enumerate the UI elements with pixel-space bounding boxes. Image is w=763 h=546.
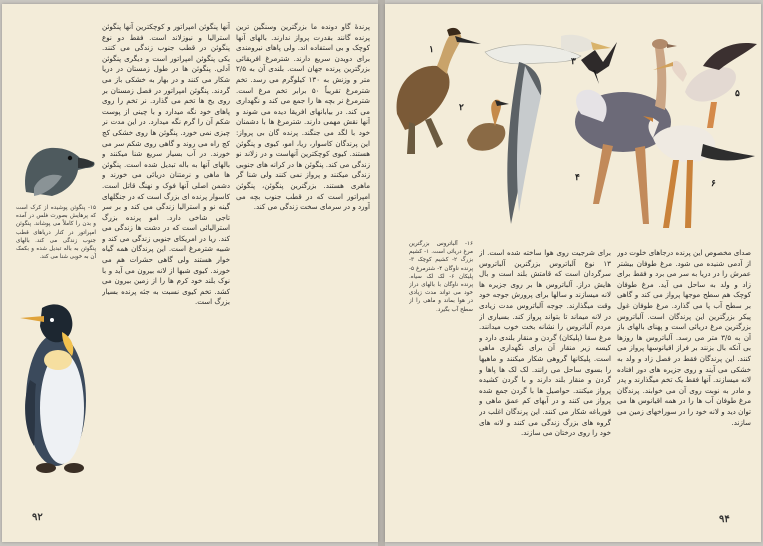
figure-label-1: ۱ <box>429 44 434 54</box>
grebe-illustration <box>397 28 481 154</box>
book-gutter <box>378 0 385 546</box>
figure-label-4: ۴ <box>575 172 580 182</box>
right-page-caption: ۱۶- آلباتروس بزرگترین مرغ دریائی است. ۱- کشیم بزرگ ۲- کشیم کوچک ۳- پرنده ناوگان ۴- شترمرغ ۵- پلیکان ۶- لک لک سیاه. پرنده ناوگان با بالهای دراز خود می تواند مدت زیادی در هوا بماند و ماهی را از سطح آب بگیرد. <box>409 241 473 313</box>
right-page-right-column: صدای مخصوص این پرنده درجاهای خلوت دور از آدمی شنیده می شود. مرغ طوفان بیشتر عمرش را در دریا به سر می برد و فقط برای زاد و ولد به ساحل می آید. مرغ طوفان کوچک هم سطح موجها پرواز می کند و گاهی بر سطح آب پا می گذارد. مرغ طوفان غول پیکر بزرگترین این پرندگان است. آلباتروس بزرگترین مرغ دریائی است و پهنای بالهای باز آن به ۳/۵ متر می رسد. آلباتروس ها روزها بی آنکه بال بزنند بر فراز اقیانوسها پرواز می کنند. این پرندگان فقط در فصل زاد و ولد به خشکی می آیند و روی جزیره های دور افتاده لانه میسازند. آنها فقط یک تخم میگذارند و پدر و مادر به نوبت روی آن می خوابند. پرندگان مرغ طوفان آب ها را در همه اقیانوس ها می توان دید و لانه خود را در سوراخهای زمین می سازند. <box>617 248 751 427</box>
right-page-number: ۹۴ <box>719 514 730 525</box>
puffin-head-illustration <box>16 142 96 202</box>
birds-illustration <box>385 4 761 229</box>
figure-label-2: ۲ <box>459 102 464 112</box>
figure-label-5: ۵ <box>735 88 740 98</box>
left-page-caption: ۱۵- پنگوئن پوشیده از کرک است که پرهایش بصورت فلس در آمده و بدن را کاملاً می پوشاند. پنگوئن امپراتور در کنار دریاهای قطب جنوب زندگی می کند. بالهای پنگوئن به باله تبدیل شده و بکمک آن به خوبی شنا می کند. <box>16 205 96 261</box>
penguin-illustration <box>12 300 96 480</box>
right-page-middle-column: برای شرجیت روی هوا ساخته شده است. از ۱۳ نوع آلباتروس بزرگترین آلباتروس سرگردان است که قامتش بلند است و بال هایش دراز. آلباتروس ها بر روی جزیره ها لانه میسازند و سالها برای پرورش جوجه خود وقت میگذارند. جوجه آلباتروس مدت زیادی در لانه میماند تا بتواند پرواز کند. بسیاری از مردم آلباتروس را نشانه بخت خوب میدانند. مرغ سقا (پلیکان) گردن و منقار بلندی دارد و کیسه زیر منقار آن برای نگهداری ماهی است. پلیکانها گروهی شکار میکنند و ماهیها را بسوی ساحل می رانند. لک لک ها پاها و گردن و منقار بلند دارند و با گردن کشیده پرواز میکنند. حواصیل ها با گردن جمع شده پرواز می کنند و در آبهای کم عمق ماهی و قورباغه شکار می کنند. این پرندگان اغلب در گروه های بزرگ زندگی می کنند و لانه های خود را روی درختان می سازند. <box>479 248 611 438</box>
figure-label-3: ۳ <box>571 56 576 66</box>
left-page-number: ۹۲ <box>32 512 43 523</box>
left-page <box>2 4 378 542</box>
small-grebe-illustration <box>467 100 509 151</box>
stork-illustration <box>643 116 755 228</box>
figure-label-6: ۶ <box>711 178 716 188</box>
left-page-right-column: پرندهٔ گاو دونده ما بزرگترین وسنگین ترین پرنده گانند بقدرت پرواز ندارند. بالهای آنها کوچک و بی استفاده اند. ولی پاهای نیرومندی برای دویدن سریع دارند. شترمرغ افریقائی بزرگترین پرنده جهان است. بلندی آن به ۲/۵ متر و وزنش به ۱۳۰ کیلوگرم می رسد. تخم شترمرغ تقریباً ۵۰ برابر تخم مرغ است. شترمرغ نر بچه ها را جمع می کند و نگهداری می کند. در بیابانهای افریقا دیده می شوند و آنها نقش مهمی دارند. شترمرغ ها با دشمنان خود با لگد می جنگند. پرنده گان بی پرواز: این پرندگان کاسوار، ریا، امو، کیوی و پنگوئن هستند. کیوی کوچکترین آنهاست و در زلاند نو زندگی می کند. پنگوئن ها در کرانه های جنوبی زندگی میکنند و پرواز نمی کنند ولی شنا گر ماهری هستند. بزرگترین پنگوئن، پنگوئن امپراتور است که در قطب جنوب بچه می آورد و در سرمای سخت زندگی می کند. <box>236 22 370 212</box>
right-page <box>385 4 761 542</box>
left-page-left-column: آنها پنگوئن امپراتور و کوچکترین آنها پنگوئن استرالیا و نیوزلاند است. فقط دو نوع پنگوئن در قطب جنوب زندگی می کنند. یکی پنگوئن امپراتور است و دیگری پنگوئن آدلی. پنگوئن ها در طول زمستان در دریا شکار می کنند و در بهار به خشکی باز می گردند. پنگوئن امپراتور در فصل زمستان بر روی یخ ها تخم می گذارد. نر تخم را روی پاهای خود نگه میدارد و با چینی از پوست شکم آن را گرم نگه میدارد. در این مدت نر چیزی نمی خورد. پنگوئن ها روی خشکی کج کج راه می روند و گاهی روی شکم سر می خورند. در آب بسیار سریع شنا میکنند و بالهای آنها به باله تبدیل شده است. پنگوئن ها ماهی و نرمتنان دریائی می خورند و دشمن اصلی آنها فوک و نهنگ قاتل است. کاسوار پرنده ای بزرگ است که در جنگلهای گینه نو و استرالیا زندگی می کند و بر سر تاجی شاخی دارد. امو پرنده بزرگ استرالیائی است که در دشت ها زندگی می کند. ریا در امریکای جنوبی زندگی می کند و شبیه شترمرغ است. این پرندگان همه گیاه خوار هستند ولی گاهی حشرات هم می خورند. کیوی شبها از لانه بیرون می آید و با نوک بلند خود کرم ها را از زمین بیرون می کشد. تخم کیوی نسبت به جثه پرنده بسیار بزرگ است. <box>102 22 230 307</box>
